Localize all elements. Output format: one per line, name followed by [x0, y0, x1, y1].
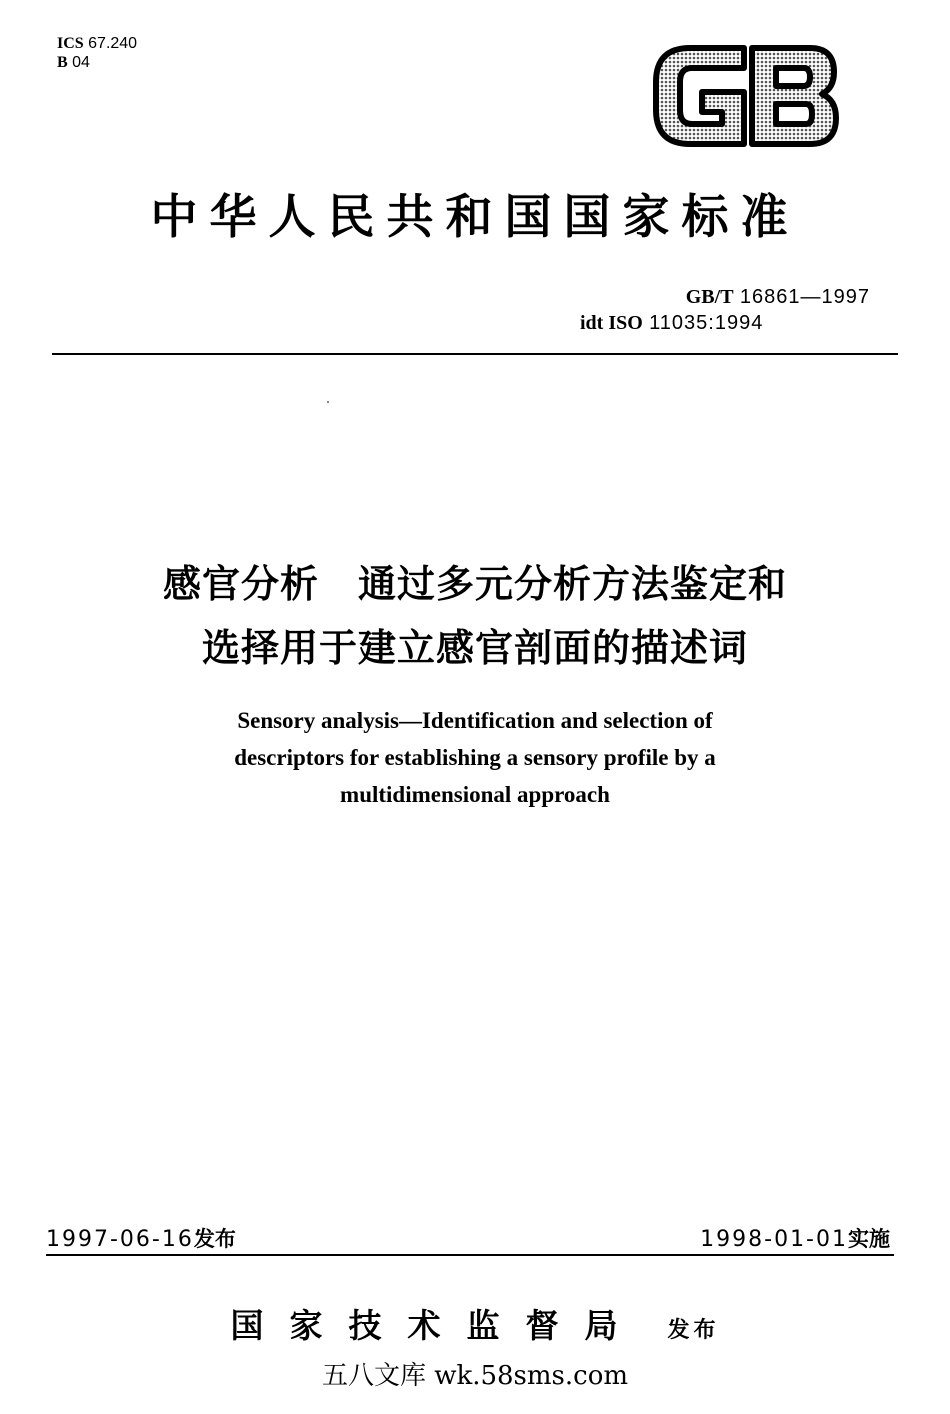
standard-number-block	[560, 284, 870, 336]
effective-date-value: 1998-01-01	[700, 1227, 848, 1252]
logo-letter-b	[752, 48, 836, 144]
scan-speck	[327, 401, 329, 403]
class-code: 04	[72, 54, 90, 71]
gb-number: 16861—1997	[739, 286, 870, 308]
issue-date	[46, 1223, 236, 1253]
ics-label: ICS	[57, 35, 84, 52]
classification-block	[57, 34, 137, 72]
header-divider	[52, 353, 898, 355]
class-label: B	[57, 54, 68, 71]
gb-number-line	[560, 284, 870, 310]
chinese-title-line-2: 选择用于建立感官剖面的描述词	[201, 626, 748, 670]
issue-date-value: 1997-06-16	[46, 1227, 194, 1252]
english-title-line-2: descriptors for establishing a sensory profile by a	[234, 745, 716, 770]
ics-code: 67.240	[88, 35, 138, 52]
effective-date-label: 实施	[848, 1227, 890, 1251]
national-standard-title: 中华人民共和国国家标准	[150, 190, 800, 245]
issuer-organization: 国家技术监督局	[230, 1306, 644, 1345]
watermark-footer: 五八文库 wk.58sms.com	[321, 1361, 629, 1391]
idt-number: 11035:1994	[649, 312, 764, 334]
issue-date-label: 发布	[193, 1227, 236, 1251]
logo-letter-g	[656, 48, 744, 144]
english-title-line-3: multidimensional approach	[340, 782, 610, 807]
footer-divider	[46, 1254, 894, 1256]
idt-line	[560, 310, 870, 336]
gb-label: GB/T	[685, 286, 734, 308]
class-line	[57, 53, 137, 72]
idt-label: idt ISO	[580, 312, 643, 334]
ics-line	[57, 34, 137, 53]
effective-date	[700, 1223, 890, 1253]
english-title-line-1: Sensory analysis—Identification and selection of	[237, 708, 713, 733]
gb-logo	[652, 44, 840, 148]
english-title	[130, 702, 820, 813]
issuer-action: 发布	[667, 1317, 720, 1343]
chinese-title-line-1: 感官分析 通过多元分析方法鉴定和	[162, 562, 787, 606]
issuer-line	[140, 1300, 810, 1347]
